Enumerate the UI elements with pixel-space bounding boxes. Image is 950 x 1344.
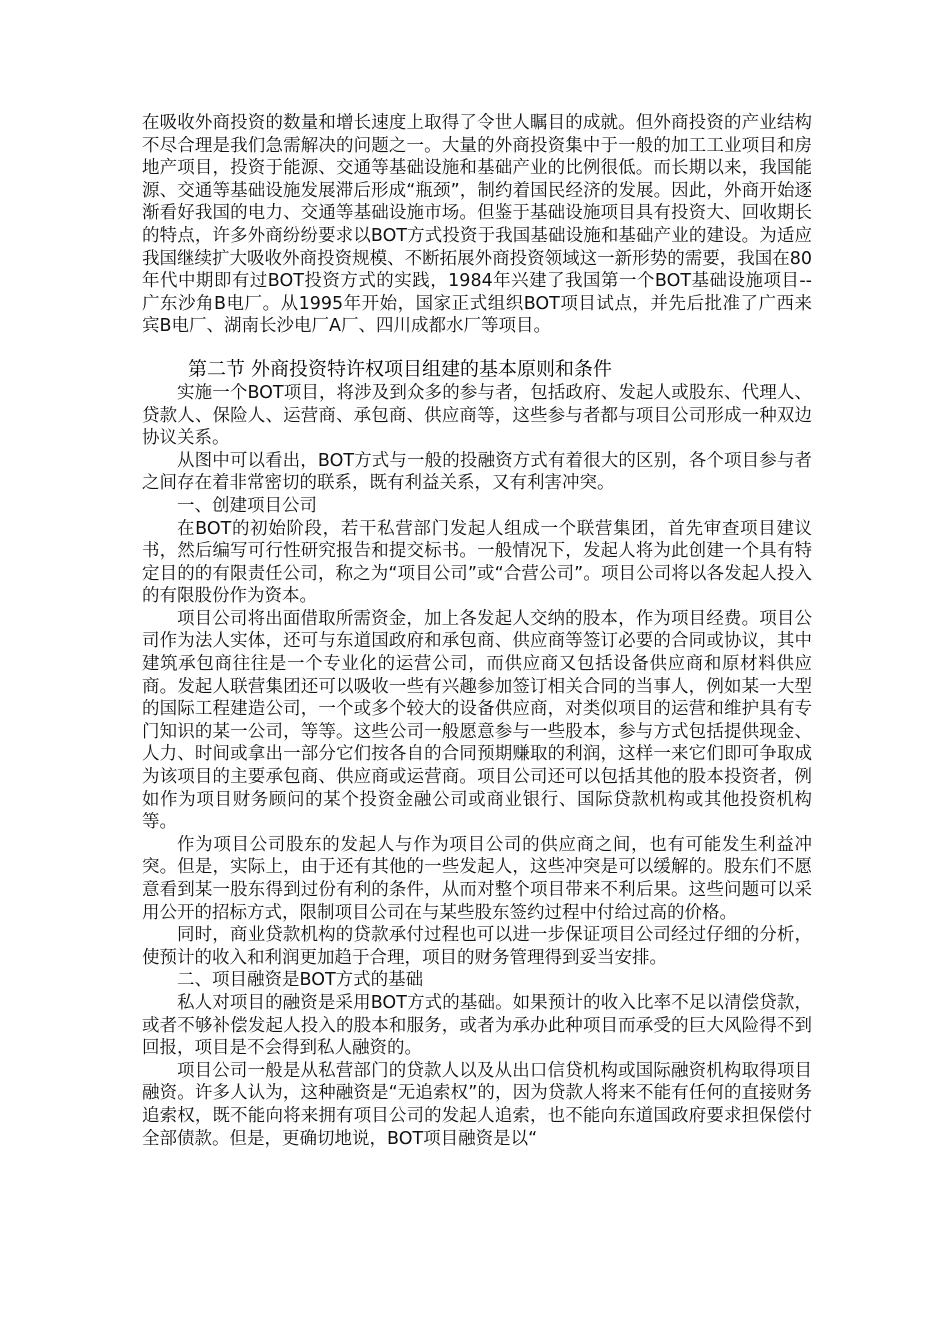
subheading-project-finance: 二、项目融资是BOT方式的基础 bbox=[177, 970, 424, 991]
intro-paragraph: 在吸收外商投资的数量和增长速度上取得了令世人瞩目的成就。但外商投资的产业结构不尽合理是我们急需解决的问题之一。大量的外商投资集中于一般的加工工业项目和房地产项目，投资于能源、交通等基础设施和基础产业的比例很低。而长期以来，我国能源、交通等基础设施发展滞后形成“瓶颈”，制约着国民经济的发展。因此，外商开始逐渐看好我国的电力、交通等基础设施市场。但鉴于基础设施项目具有投资大、回收期长的特点，许多外商纷纷要求以BOT方式投资于我国基础设施和基础产业的建设。为适应我国继续扩大吸收外商投资规模、不断拓展外商投资领域这一新形势的需要，我国在80年代中期即有过BOT投资方式的实践，1984年兴建了我国第一个BOT基础设施项目--广东沙角B电厂。从1995年开始，国家正式组织BOT项目试点，并先后批准了广西来宾B电厂、湖南长沙电厂A厂、四川成都水厂等项目。 bbox=[142, 113, 812, 337]
body-paragraph-1: 实施一个BOT项目，将涉及到众多的参与者，包括政府、发起人或股东、代理人、贷款人、保险人、运营商、承包商、供应商等，这些参与者都与项目公司形成一种双边协议关系。 bbox=[142, 382, 812, 449]
section-title: 第二节 外商投资特许权项目组建的基本原则和条件 bbox=[188, 357, 613, 380]
body-paragraph-8: 项目公司一般是从私营部门的贷款人以及从出口信贷机构或国际融资机构取得项目融资。许多人认为，这种融资是“无追索权”的，因为贷款人将来不能有任何的直接财务追索权，既不能向将来拥有项目公司的发起人追索，也不能向东道国政府要求担保偿付全部债款。但是，更确切地说，BOT项目融资是以“ bbox=[142, 1060, 812, 1149]
body-paragraph-2: 从图中可以看出，BOT方式与一般的投融资方式有着很大的区别，各个项目参与者之间存在着非常密切的联系，既有利益关系，又有利害冲突。 bbox=[142, 450, 812, 494]
body-paragraph-3: 在BOT的初始阶段，若干私营部门发起人组成一个联营集团，首先审查项目建议书，然后编写可行性研究报告和提交标书。一般情况下，发起人将为此创建一个具有特定目的的有限责任公司，称之为“项目公司”或“合营公司”。项目公司将以各发起人投入的有限股份作为资本。 bbox=[142, 518, 812, 607]
body-paragraph-4: 项目公司将出面借取所需资金，加上各发起人交纳的股本，作为项目经费。项目公司作为法人实体，还可与东道国政府和承包商、供应商等签订必要的合同或协议，其中建筑承包商往往是一个专业化的运营公司，而供应商又包括设备供应商和原材料供应商。发起人联营集团还可以吸收一些有兴趣参加签订相关合同的当事人，例如某一大型的国际工程建造公司，一个或多个较大的设备供应商，对类似项目的运营和维护具有专门知识的某一公司，等等。这些公司一般愿意参与一些股本，参与方式包括提供现金、人力、时间或拿出一部分它们按各自的合同预期赚取的利润，这样一来它们即可争取成为该项目的主要承包商、供应商或运营商。项目公司还可以包括其他的股本投资者，例如作为项目财务顾问的某个投资金融公司或商业银行、国际贷款机构或其他投资机构等。 bbox=[142, 608, 812, 833]
body-paragraph-5: 作为项目公司股东的发起人与作为项目公司的供应商之间，也有可能发生利益冲突。但是，实际上，由于还有其他的一些发起人，这些冲突是可以缓解的。股东们不愿意看到某一股东得到过份有利的条件，从而对整个项目带来不利后果。这些问题可以采用公开的招标方式，限制项目公司在与某些股东签约过程中付给过高的价格。 bbox=[142, 834, 812, 923]
body-paragraph-6: 同时，商业贷款机构的贷款承付过程也可以进一步保证项目公司经过仔细的分析，使预计的收入和利润更加趋于合理，项目的财务管理得到妥当安排。 bbox=[142, 925, 812, 968]
document-page bbox=[142, 112, 812, 1150]
body-paragraph-7: 私人对项目的融资是采用BOT方式的基础。如果预计的收入比率不足以清偿贷款，或者不够补偿发起人投入的股本和服务，或者为承办此种项目而承受的巨大风险得不到回报，项目是不会得到私人融资的。 bbox=[142, 992, 812, 1059]
subheading-create-company: 一、创建项目公司 bbox=[177, 495, 317, 516]
